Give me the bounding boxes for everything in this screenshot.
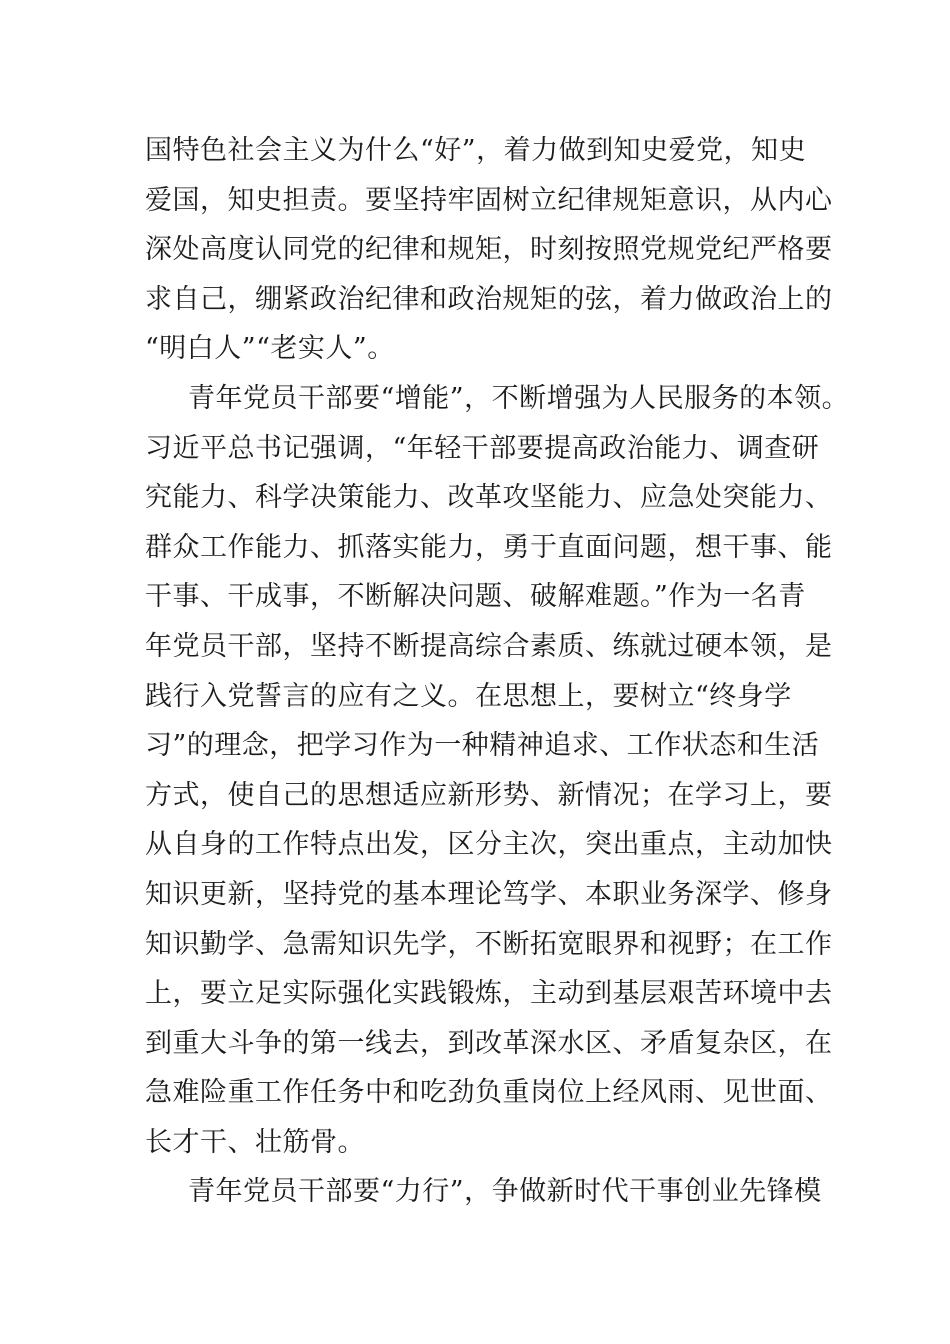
text-line: 长才干、壮筋骨。 xyxy=(145,1126,365,1158)
text-line: 从自身的工作特点出发，区分主次，突出重点，主动加快 xyxy=(145,829,833,861)
text-line: 国特色社会主义为什么“好”，着力做到知史爱党，知史 xyxy=(145,135,807,166)
text-line: 急难险重工作任务中和吃劲负重岗位上经风雨、见世面、 xyxy=(145,1077,833,1109)
text-line: 知识勤学、急需知识先学，不断拓宽眼界和视野；在工作 xyxy=(145,928,833,960)
text-line: “明白人”“老实人”。 xyxy=(145,333,395,365)
text-line: 到重大斗争的第一线去，到改革深水区、矛盾复杂区，在 xyxy=(145,1027,833,1059)
text-line: 方式，使自己的思想适应新形势、新情况；在学习上，要 xyxy=(145,779,833,811)
text-line: 求自己，绷紧政治纪律和政治规矩的弦，着力做政治上的 xyxy=(145,283,833,315)
text-line: 践行入党誓言的应有之义。在思想上，要树立“终身学 xyxy=(145,680,792,712)
text-line: 习”的理念，把学习作为一种精神追求、工作状态和生活 xyxy=(145,730,820,762)
text-line: 群众工作能力、抓落实能力，勇于直面问题，想干事、能 xyxy=(145,531,833,563)
paragraph-start-line: 青年党员干部要“力行”，争做新时代干事创业先锋模 xyxy=(188,1176,822,1208)
text-line: 干事、干成事，不断解决问题、破解难题。”作为一名青 xyxy=(145,581,806,613)
text-line: 知识更新，坚持党的基本理论笃学、本职业务深学、修身 xyxy=(145,878,833,910)
paragraph-start-line: 青年党员干部要“增能”，不断增强为人民服务的本领。 xyxy=(188,382,850,414)
text-line: 上，要立足实际强化实践锻炼，主动到基层艰苦环境中去 xyxy=(145,978,833,1010)
text-line: 深处高度认同党的纪律和规矩，时刻按照党规党纪严格要 xyxy=(145,234,833,266)
text-line: 年党员干部，坚持不断提高综合素质、练就过硬本领，是 xyxy=(145,630,833,662)
text-line: 习近平总书记强调，“年轻干部要提高政治能力、调查研 xyxy=(145,432,820,464)
text-line: 究能力、科学决策能力、改革攻坚能力、应急处突能力、 xyxy=(145,482,833,514)
body-text xyxy=(145,126,850,1217)
text-line: 爱国，知史担责。要坚持牢固树立纪律规矩意识，从内心 xyxy=(145,184,833,216)
